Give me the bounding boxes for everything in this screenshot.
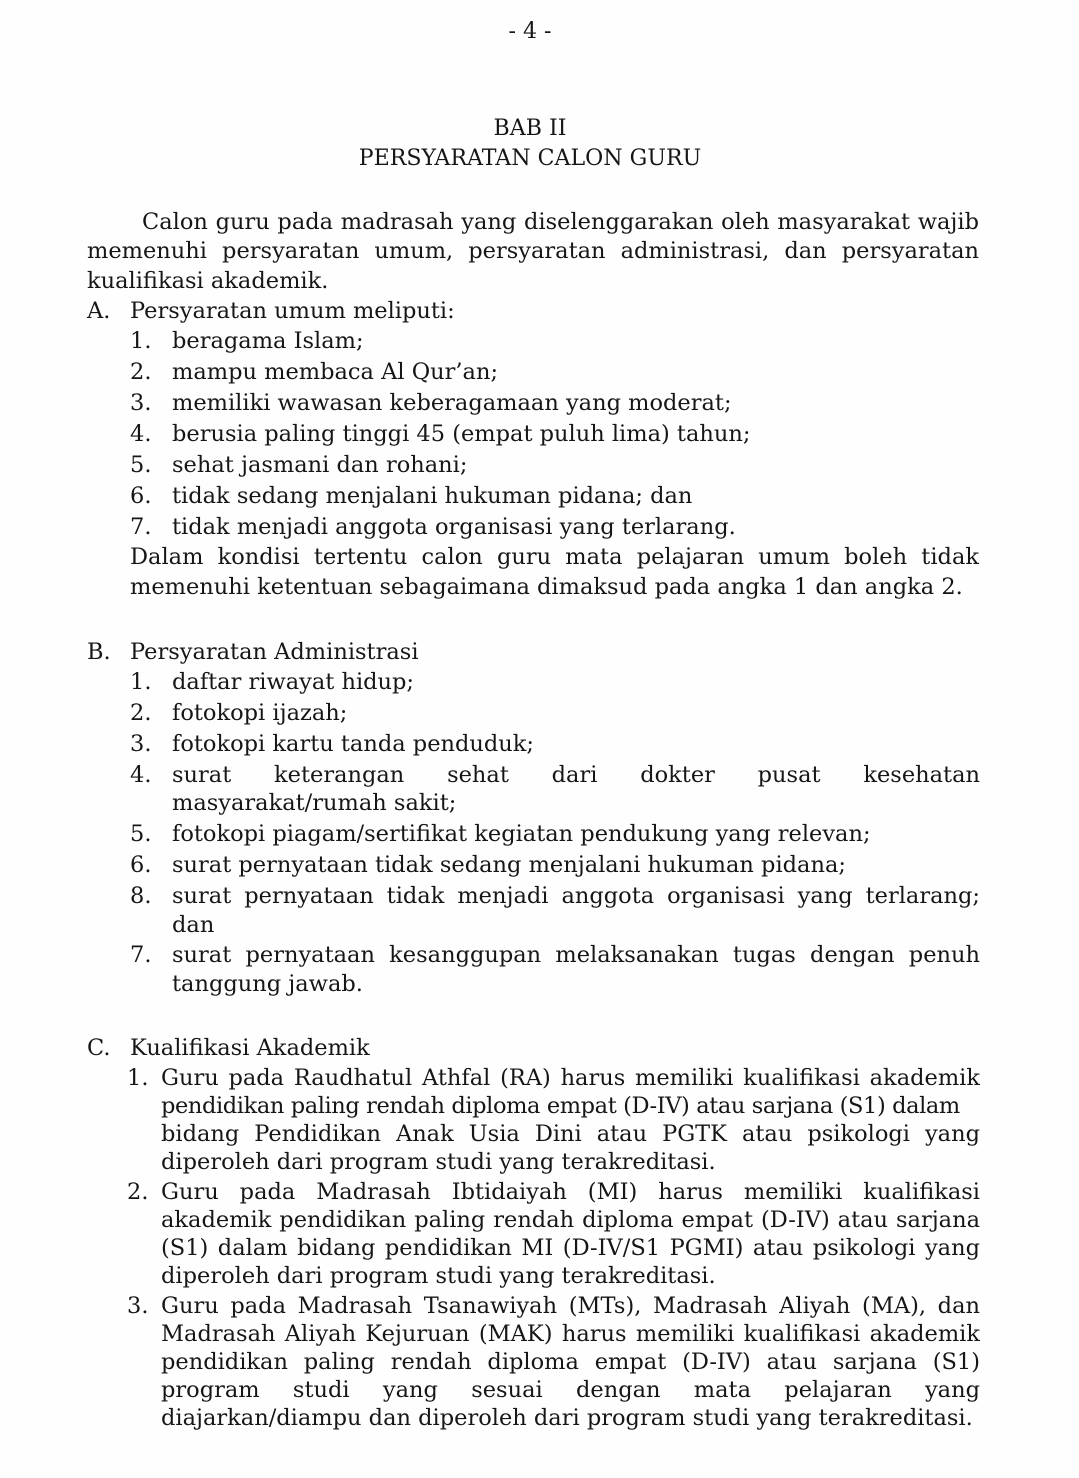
list-item-continuation: diajarkan/diampu dan diperoleh dari program studi yang terakreditasi. [161,1405,973,1431]
section-a-note-line-2: memenuhi ketentuan sebagaimana dimaksud pada angka 1 dan angka 2. [130,574,963,600]
list-item-continuation: masyarakat/rumah sakit; [172,790,457,816]
list-item-continuation: diperoleh dari program studi yang terakreditasi. [161,1149,716,1175]
list-item-continuation: pendidikan paling rendah diploma empat (D-IV) atau sarjana (S1) dalam [161,1095,960,1118]
list-item-continuation: tanggung jawab. [172,971,363,997]
section-c-title: Kualifikasi Akademik [130,1035,370,1061]
list-item: tidak sedang menjalani hukuman pidana; dan [172,483,693,509]
list-item-number: 4. [130,762,152,788]
list-item-number: 3. [130,390,152,416]
list-item: Guru pada Raudhatul Athfal (RA) harus memiliki kualifikasi akademik [161,1067,980,1090]
list-item: surat pernyataan kesanggupan melaksanakan tugas dengan penuh [172,944,980,967]
intro-line-2: memenuhi persyaratan umum, persyaratan administrasi, dan persyaratan [87,240,979,263]
list-item-number: 8. [130,883,152,909]
list-item: surat pernyataan tidak sedang menjalani hukuman pidana; [172,852,846,878]
section-b-marker: B. [87,639,111,665]
list-item: fotokopi piagam/sertifikat kegiatan pendukung yang relevan; [172,821,871,847]
list-item-number: 5. [130,452,152,478]
section-a-marker: A. [87,298,111,324]
list-item: surat keterangan sehat dari dokter pusat kesehatan [172,764,980,787]
list-item-number: 1. [127,1065,149,1091]
list-item-number: 5. [130,821,152,847]
list-item: fotokopi kartu tanda penduduk; [172,731,535,757]
section-a-title: Persyaratan umum meliputi: [130,298,455,324]
list-item-number: 2. [127,1179,149,1205]
list-item: daftar riwayat hidup; [172,669,415,695]
list-item: berusia paling tinggi 45 (empat puluh lima) tahun; [172,421,751,447]
list-item-number: 7. [130,942,152,968]
list-item-number: 7. [130,514,152,540]
list-item: surat pernyataan tidak menjadi anggota organisasi yang terlarang; [172,885,980,908]
list-item: Guru pada Madrasah Tsanawiyah (MTs), Madrasah Aliyah (MA), dan [161,1295,980,1318]
list-item-number: 4. [130,421,152,447]
list-item-number: 1. [130,669,152,695]
list-item-number: 2. [130,700,152,726]
intro-line-1: Calon guru pada madrasah yang diselenggarakan oleh masyarakat wajib [142,211,979,234]
list-item-number: 3. [130,731,152,757]
list-item-continuation: program studi yang sesuai dengan mata pelajaran yang [161,1379,980,1402]
list-item-continuation: pendidikan paling rendah diploma empat (D-IV) atau sarjana (S1) [161,1351,980,1374]
section-b-title: Persyaratan Administrasi [130,639,419,665]
chapter-title: PERSYARATAN CALON GURU [358,145,702,171]
list-item: mampu membaca Al Qur’an; [172,359,499,385]
list-item: fotokopi ijazah; [172,700,348,726]
section-a-note-line-1: Dalam kondisi tertentu calon guru mata pelajaran umum boleh tidak [130,546,979,569]
list-item-continuation: Madrasah Aliyah Kejuruan (MAK) harus memiliki kualifikasi akademik [161,1323,980,1346]
list-item-continuation: (S1) dalam bidang pendidikan MI (D-IV/S1 PGMI) atau psikologi yang [161,1237,980,1260]
intro-line-3: kualifikasi akademik. [87,268,329,294]
list-item: tidak menjadi anggota organisasi yang terlarang. [172,514,736,540]
list-item: memiliki wawasan keberagamaan yang moderat; [172,390,732,416]
list-item-continuation: diperoleh dari program studi yang terakreditasi. [161,1263,716,1289]
list-item-number: 1. [130,328,152,354]
list-item-continuation: dan [172,912,215,938]
list-item: sehat jasmani dan rohani; [172,452,468,478]
chapter-heading: BAB II [493,115,567,141]
list-item-number: 6. [130,483,152,509]
list-item-number: 2. [130,359,152,385]
list-item-number: 3. [127,1293,149,1319]
list-item: Guru pada Madrasah Ibtidaiyah (MI) harus memiliki kualifikasi [161,1181,980,1204]
list-item: beragama Islam; [172,328,364,354]
section-c-marker: C. [87,1035,111,1061]
list-item-continuation: akademik pendidikan paling rendah diploma empat (D-IV) atau sarjana [161,1209,980,1232]
list-item-continuation: bidang Pendidikan Anak Usia Dini atau PGTK atau psikologi yang [161,1123,980,1146]
list-item-number: 6. [130,852,152,878]
page-number: - 4 - [508,18,552,44]
